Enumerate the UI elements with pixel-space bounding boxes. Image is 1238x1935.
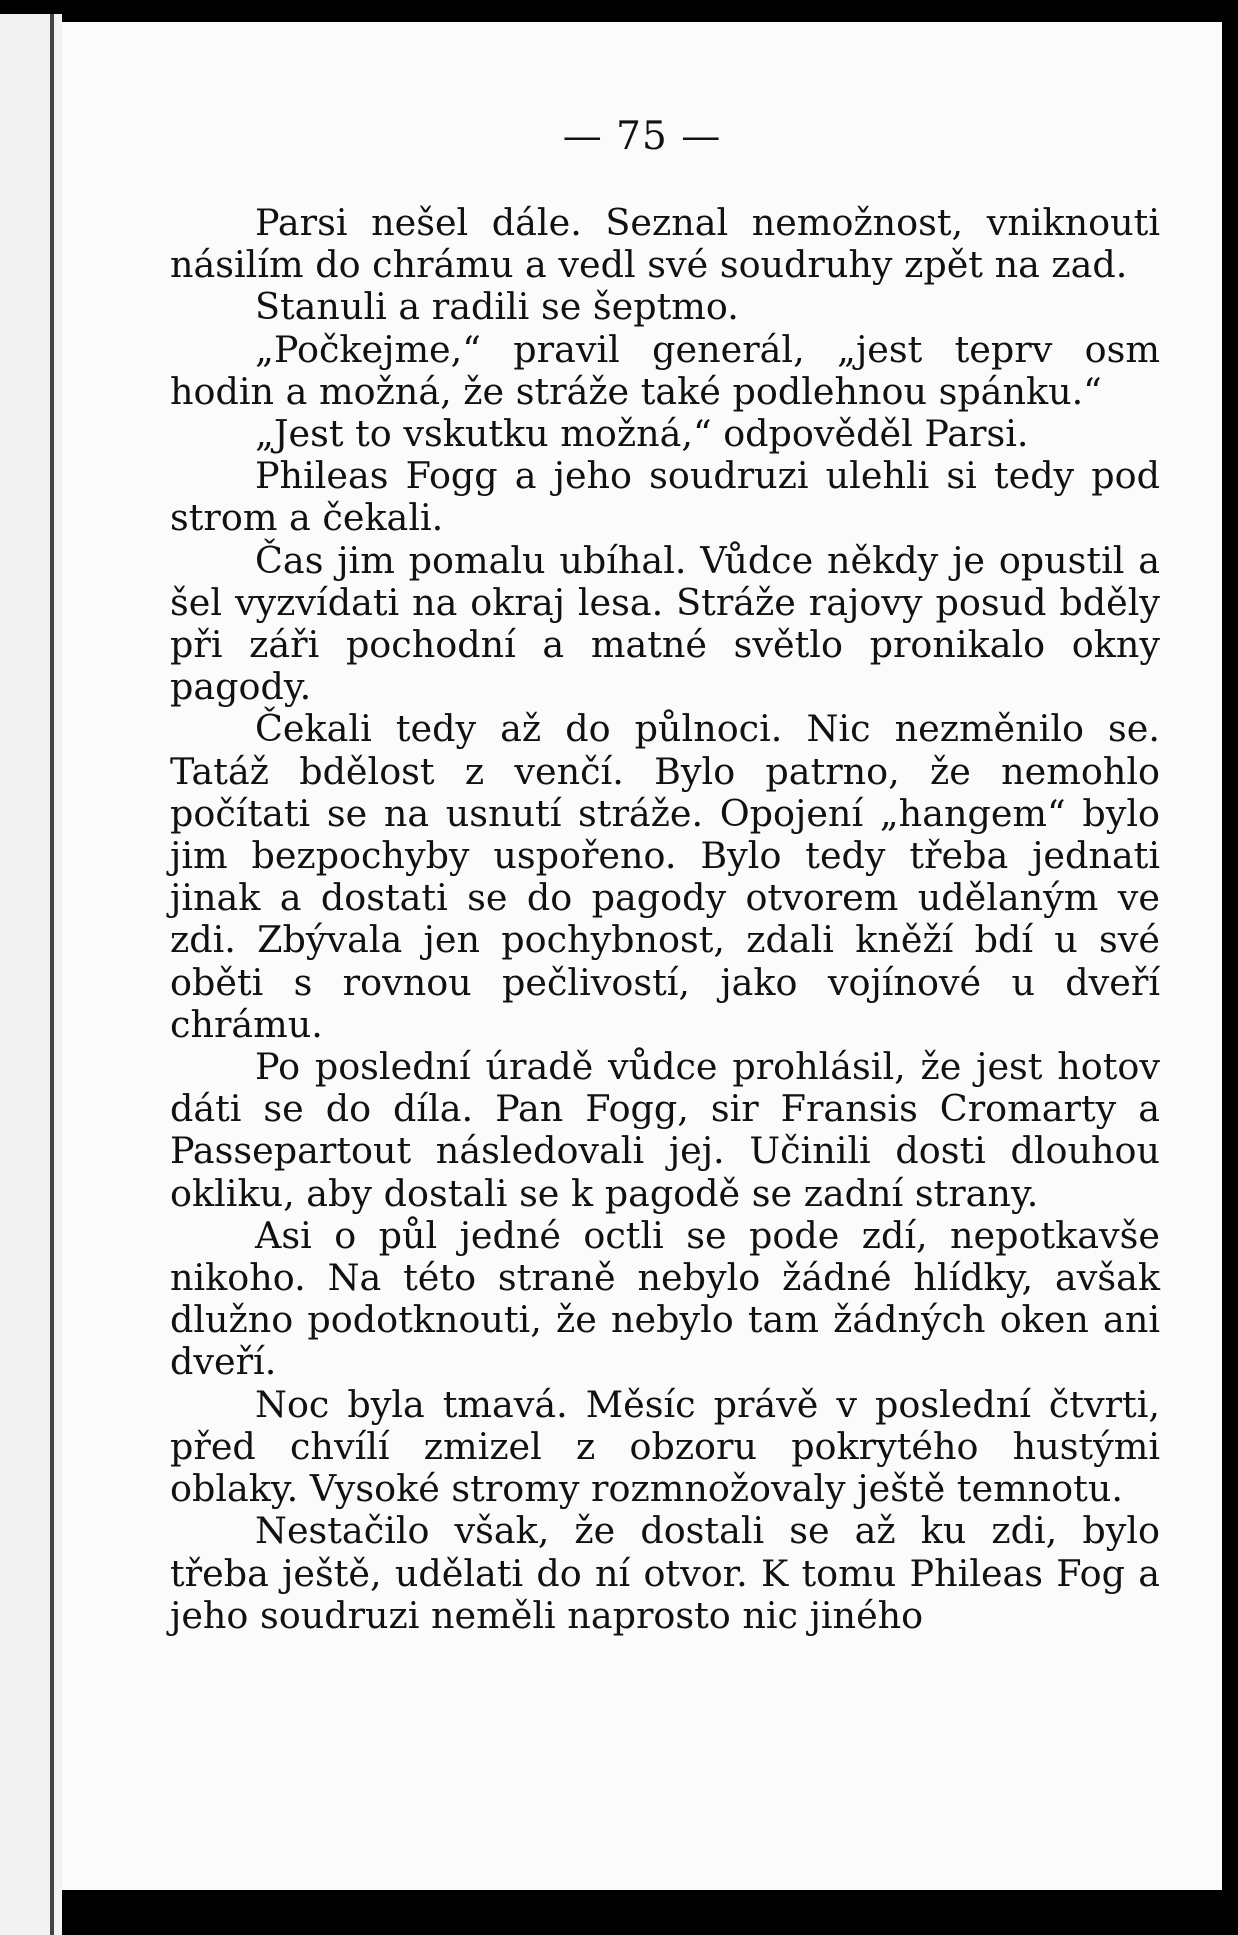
paragraph: Čas jim pomalu ubíhal. Vůdce někdy je opustil a šel vyzvídati na okraj lesa. Stráže rajovy posud bděly při záři pochodní a matné světlo pronikalo okny pagody. [170,538,1160,709]
adjacent-page-edge [0,14,62,1935]
paragraph: Noc byla tmavá. Měsíc právě v poslední čtvrti, před chvílí zmizel z obzoru pokrytého hustými oblaky. Vysoké stromy rozmnožovaly ještě temnotu. [170,1382,1160,1511]
paragraph: „Počkejme,“ pravil generál, „jest teprv osm hodin a možná, že stráže také podlehnou spánku.“ [170,327,1160,413]
paragraph: Nestačilo však, že dostali se až ku zdi, bylo třeba ještě, udělati do ní otvor. K tomu Phileas Fog a jeho soudruzi neměli naprosto nic jiného [170,1509,1160,1637]
page-number: — 75 — [562,114,722,159]
body-text [170,202,1160,1637]
paragraph: Parsi nešel dále. Seznal nemožnost, vniknouti násilím do chrámu a vedl své soudruhy zpět na zad. [170,201,1160,287]
paragraph: Po poslední úradě vůdce prohlásil, že jest hotov dáti se do díla. Pan Fogg, sir Fransis Cromarty a Passepartout následovali jej. Učinili dosti dlouhou okliku, aby dostali se k pagodě se zadní strany. [170,1045,1160,1215]
paragraph: Phileas Fogg a jeho soudruzi ulehli si tedy pod strom a čekali. [170,454,1160,540]
paragraph: Asi o půl jedné octli se pode zdí, nepotkavše nikoho. Na této straně nebylo žádné hlídky, avšak dlužno podotknouti, že nebylo tam žádných oken ani dveří. [170,1213,1160,1384]
paragraph: Stanuli a radili se šeptmo. [255,285,739,329]
paragraph: Čekali tedy až do půlnoci. Nic nezměnilo se. Tatáž bdělost z venčí. Bylo patrno, že nemohlo počítati se na usnutí stráže. Opojení „hangem“ bylo jim bezpochyby uspořeno. Bylo tedy třeba jednati jinak a dostati se do pagody otvorem udělaným ve zdi. Zbývala jen pochybnost, zdali kněží bdí u své oběti s rovnou pečlivostí, jako vojínové u dveří chrámu. [170,707,1160,1046]
paragraph: „Jest to vskutku možná,“ odpověděl Parsi. [255,412,1029,456]
page-edge-line [50,14,54,1935]
book-page [62,22,1222,1890]
